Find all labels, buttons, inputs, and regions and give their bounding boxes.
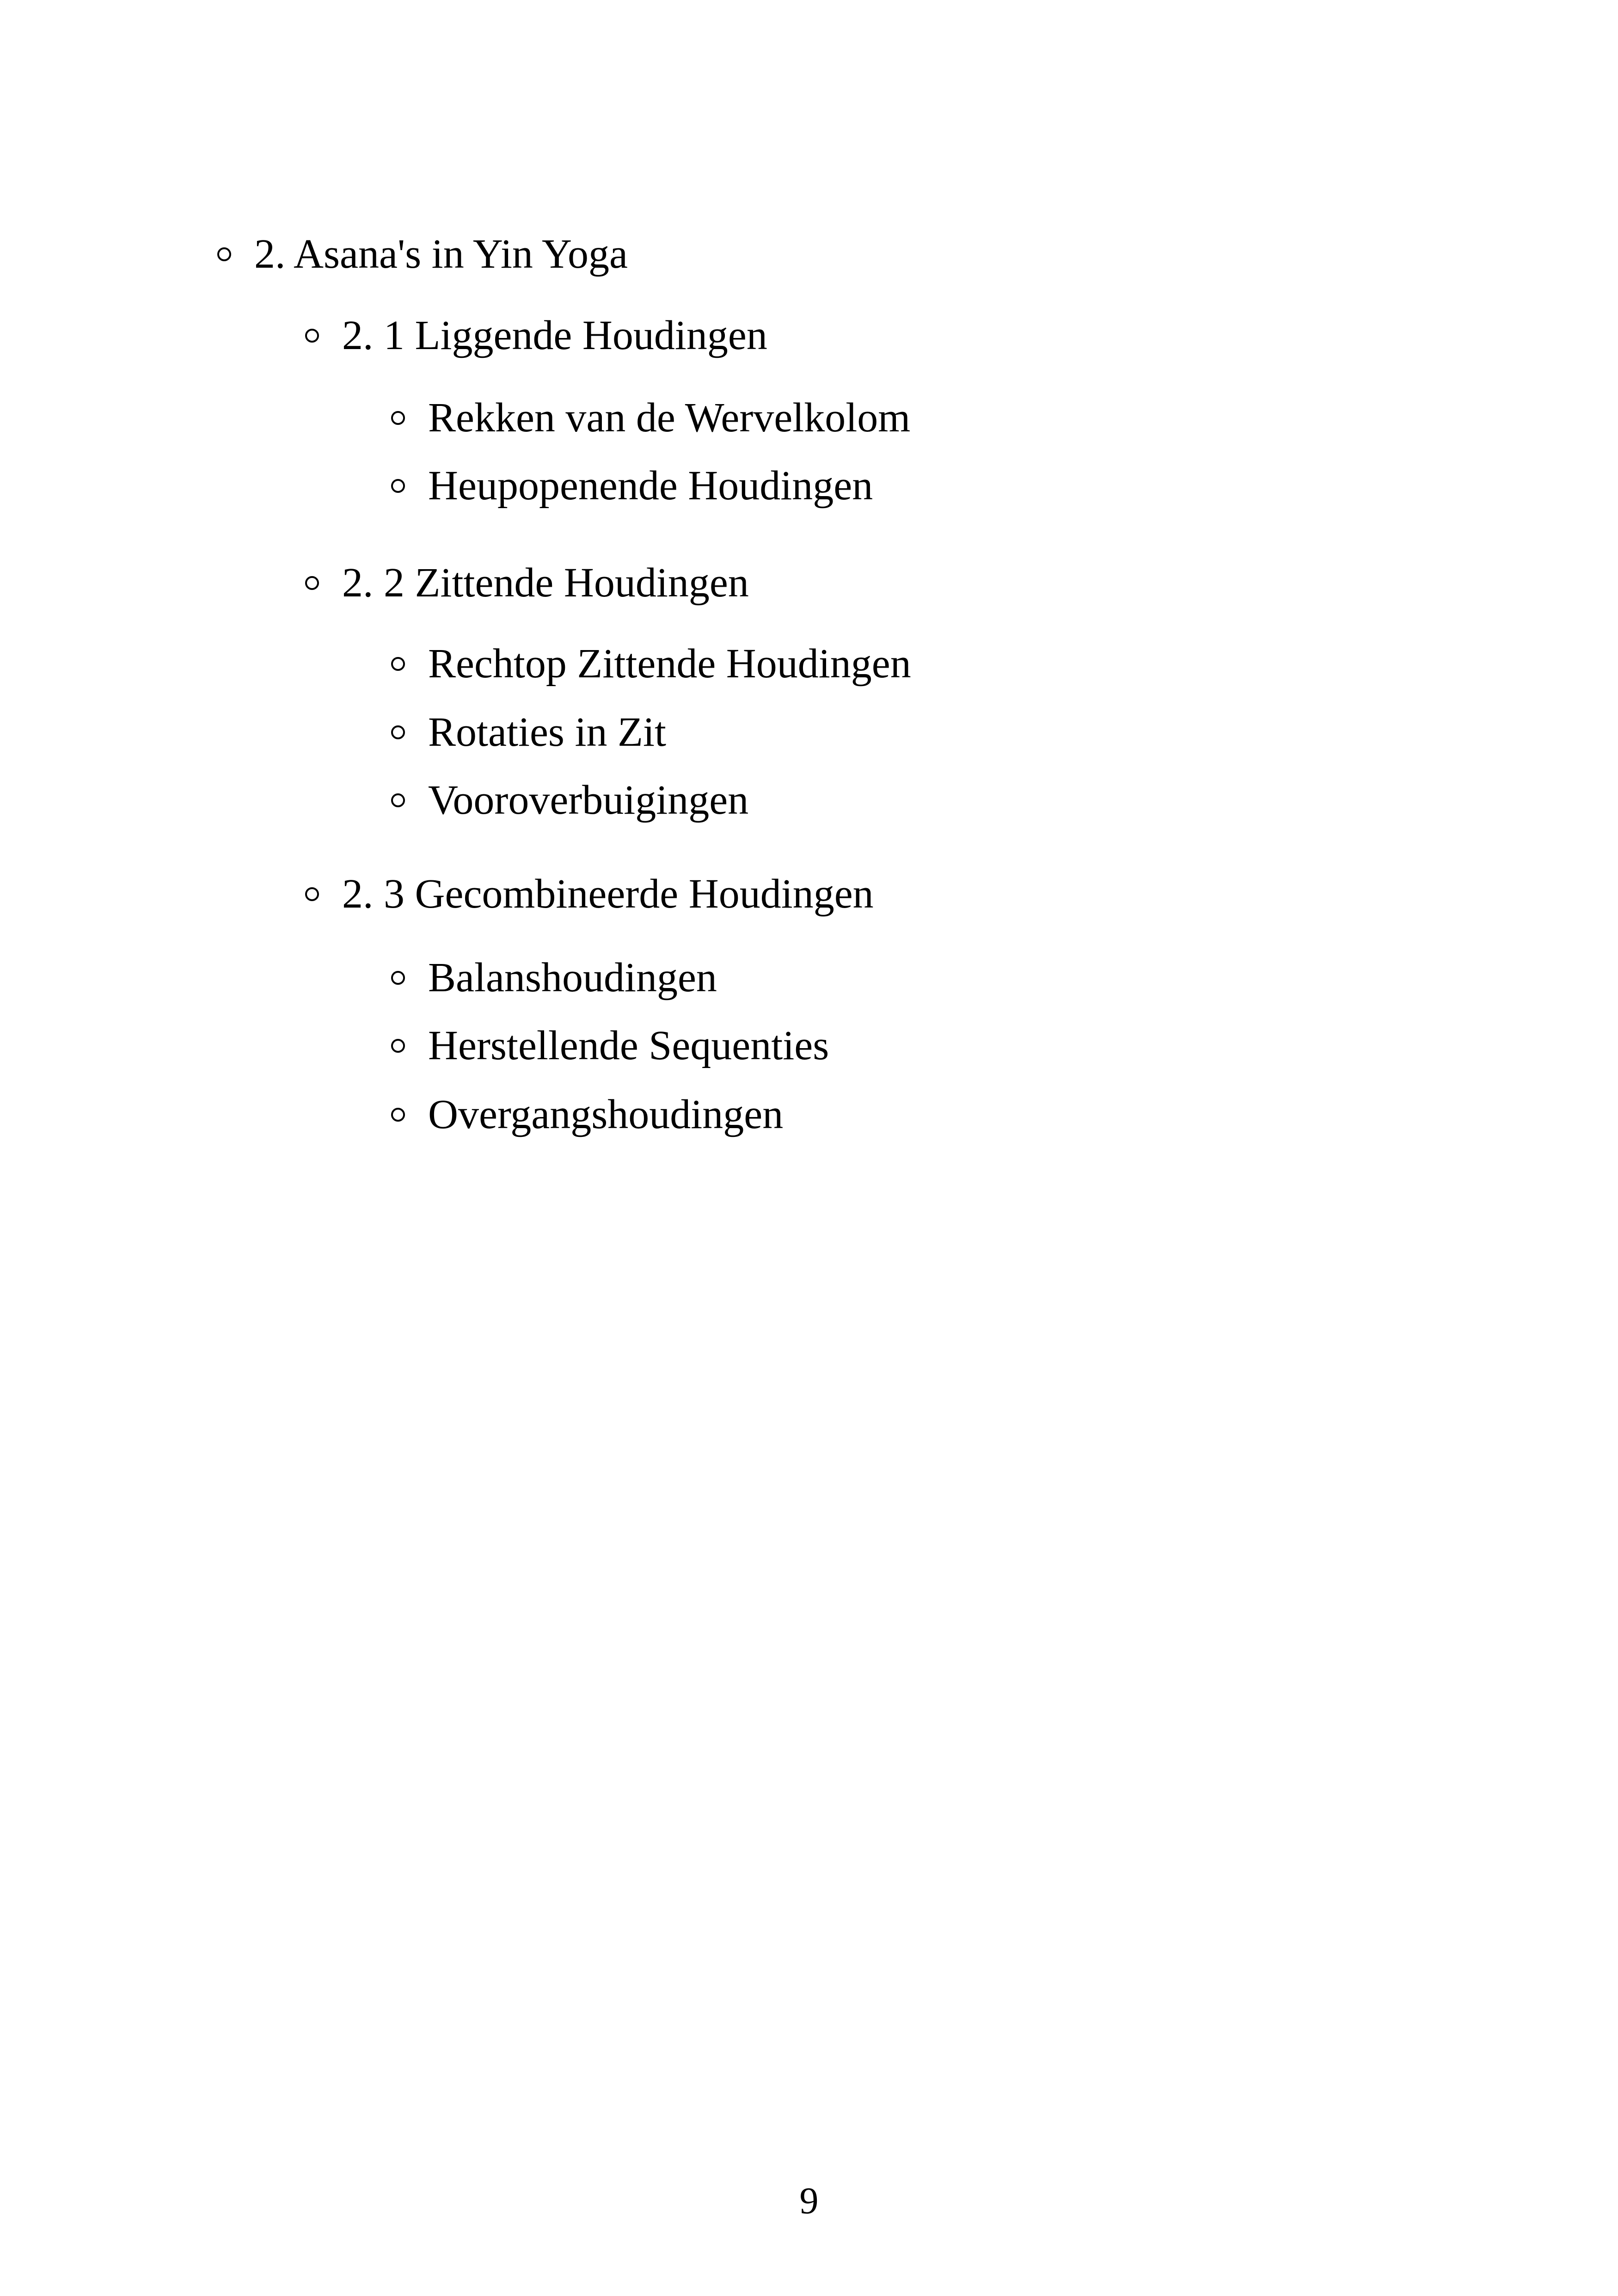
toc-item[interactable] [391, 632, 911, 696]
toc-item-label: Herstellende Sequenties [428, 1023, 829, 1068]
hollow-circle-bullet-icon [391, 479, 405, 493]
toc-subsection-label: 2. 1 Liggende Houdingen [342, 313, 767, 358]
hollow-circle-bullet-icon [391, 411, 405, 425]
toc-subsection-gecombineerde[interactable] [305, 862, 874, 927]
toc-subsection-label: 2. 3 Gecombineerde Houdingen [342, 871, 874, 917]
toc-item-label: Heupopenende Houdingen [428, 463, 873, 509]
hollow-circle-bullet-icon [217, 247, 231, 261]
hollow-circle-bullet-icon [391, 657, 405, 671]
toc-item[interactable] [391, 945, 717, 1010]
page-number: 9 [799, 2179, 819, 2222]
toc-item[interactable] [391, 454, 873, 518]
toc-item[interactable] [391, 768, 748, 833]
hollow-circle-bullet-icon [305, 887, 319, 901]
toc-section-asanas[interactable] [217, 222, 628, 287]
toc-item-label: Balanshoudingen [428, 955, 717, 1001]
toc-item-label: Rechtop Zittende Houdingen [428, 641, 911, 687]
hollow-circle-bullet-icon [391, 971, 405, 985]
toc-item[interactable] [391, 1013, 829, 1078]
hollow-circle-bullet-icon [391, 793, 405, 807]
toc-subsection-zittende[interactable] [305, 551, 749, 615]
hollow-circle-bullet-icon [391, 725, 405, 739]
toc-item-label: Rekken van de Wervelkolom [428, 395, 911, 441]
toc-item[interactable] [391, 1082, 783, 1147]
hollow-circle-bullet-icon [391, 1108, 405, 1122]
hollow-circle-bullet-icon [305, 329, 319, 343]
toc-item-label: Overgangshoudingen [428, 1092, 784, 1137]
toc-item-label: Rotaties in Zit [428, 709, 666, 755]
toc-subsection-liggende[interactable] [305, 303, 767, 368]
toc-item[interactable] [391, 386, 910, 450]
hollow-circle-bullet-icon [305, 576, 319, 590]
toc-item[interactable] [391, 700, 666, 765]
toc-section-label: 2. Asana's in Yin Yoga [254, 231, 628, 277]
hollow-circle-bullet-icon [391, 1039, 405, 1053]
toc-item-label: Vooroverbuigingen [428, 777, 749, 823]
toc-subsection-label: 2. 2 Zittende Houdingen [342, 560, 749, 606]
